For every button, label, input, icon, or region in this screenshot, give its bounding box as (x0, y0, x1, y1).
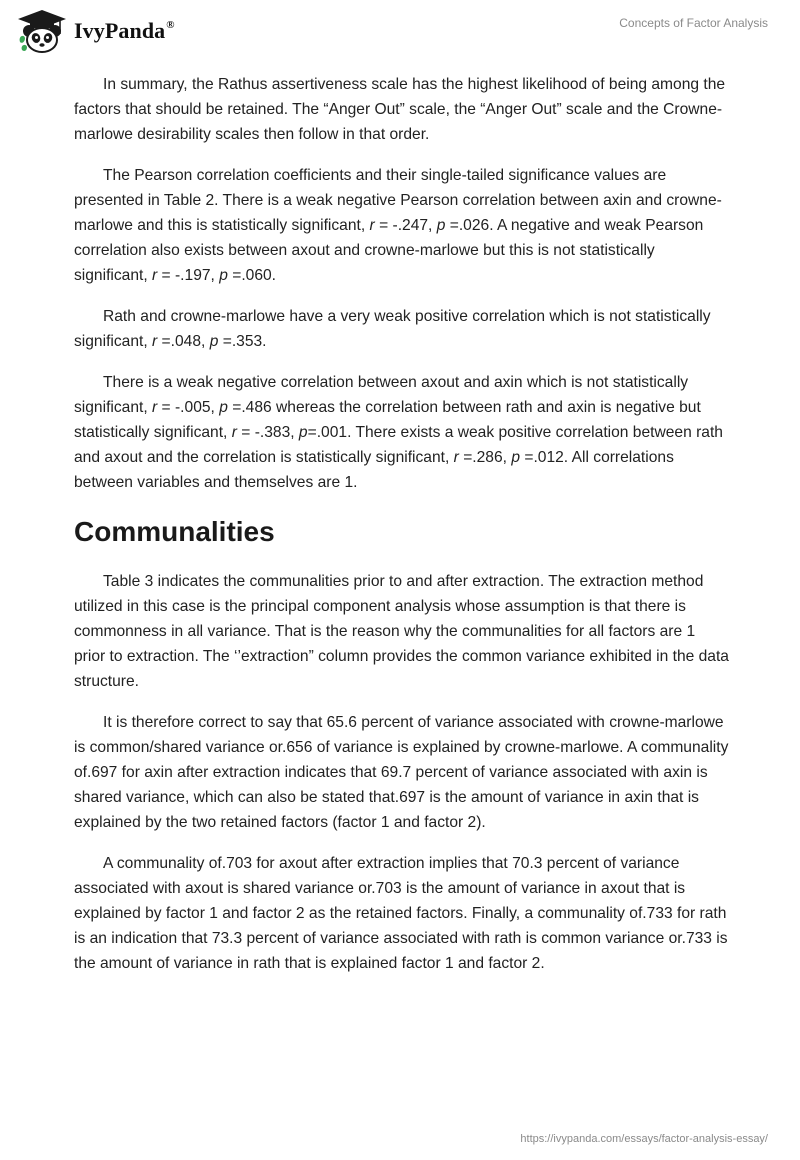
essay-content (74, 72, 730, 992)
ivypanda-logo[interactable] (16, 8, 175, 54)
paragraph-crowne-marlowe-axin: It is therefore correct to say that 65.6 percent of variance associated with crowne-marlowe is common/shared variance or.656 of variance is explained by crowne-marlowe. A communality of.697 for axin after extraction indicates that 69.7 percent of variance associated with axin is shared variance, which can also be stated that.697 is the amount of variance in axin that is explained by the two retained factors (factor 1 and factor 2). (74, 714, 729, 831)
paragraph-axout-rath: A communality of.703 for axout after extraction implies that 70.3 percent of variance associated with axout is shared variance or.703 is the amount of variance in axout that is explained by factor 1 and factor 2 as the retained factors. Finally, a communality of.733 for rath is an indication that 73.3 percent of variance associated with rath is common variance or.733 is the amount of variance in rath that is explained factor 1 and factor 2. (74, 855, 728, 972)
document-title: Concepts of Factor Analysis (619, 16, 768, 30)
page-header (0, 0, 800, 60)
source-url-link[interactable]: https://ivypanda.com/essays/factor-analysis-essay/ (520, 1133, 768, 1145)
registered-mark: ® (166, 19, 175, 31)
brand-name: IvyPanda® (74, 18, 175, 43)
paragraph-axout-axin-correlation: There is a weak negative correlation between axout and axin which is not statistically significant, r = -.005, p =.486 whereas the correlation between rath and axin is negative but statistically significant, r = -.383, p=.001. There exists a weak positive correlation between rath and axout and the correlation is statistically significant, r =.286, p =.012. All correlations between variables and themselves are 1. (74, 374, 723, 491)
paragraph-pearson-correlation: The Pearson correlation coefficients and their single-tailed significance values are presented in Table 2. There is a weak negative Pearson correlation between axin and crowne-marlowe and this is statistically significant, r = -.247, p =.026. A negative and weak Pearson correlation also exists between axout and crowne-marlowe but this is not statistically significant, r = -.197, p =.060. (74, 167, 722, 284)
paragraph-summary: In summary, the Rathus assertiveness scale has the highest likelihood of being among the factors that should be retained. The “Anger Out” scale, the “Anger Out” scale and the Crowne-marlowe desirability scales then follow in that order. (74, 76, 726, 143)
panda-graduation-cap-icon (16, 8, 68, 54)
paragraph-communalities-table: Table 3 indicates the communalities prior to and after extraction. The extraction method utilized in this case is the principal component analysis whose assumption is that there is commonness in all variance. That is the reason why the communalities for all factors are 1 prior to extraction. The ‘’extraction” column provides the common variance exhibited in the data structure. (74, 573, 729, 690)
section-heading-communalities: Communalities (74, 516, 275, 547)
paragraph-rath-correlation: Rath and crowne-marlowe have a very weak positive correlation which is not statistically significant, r =.048, p =.353. (74, 308, 711, 350)
